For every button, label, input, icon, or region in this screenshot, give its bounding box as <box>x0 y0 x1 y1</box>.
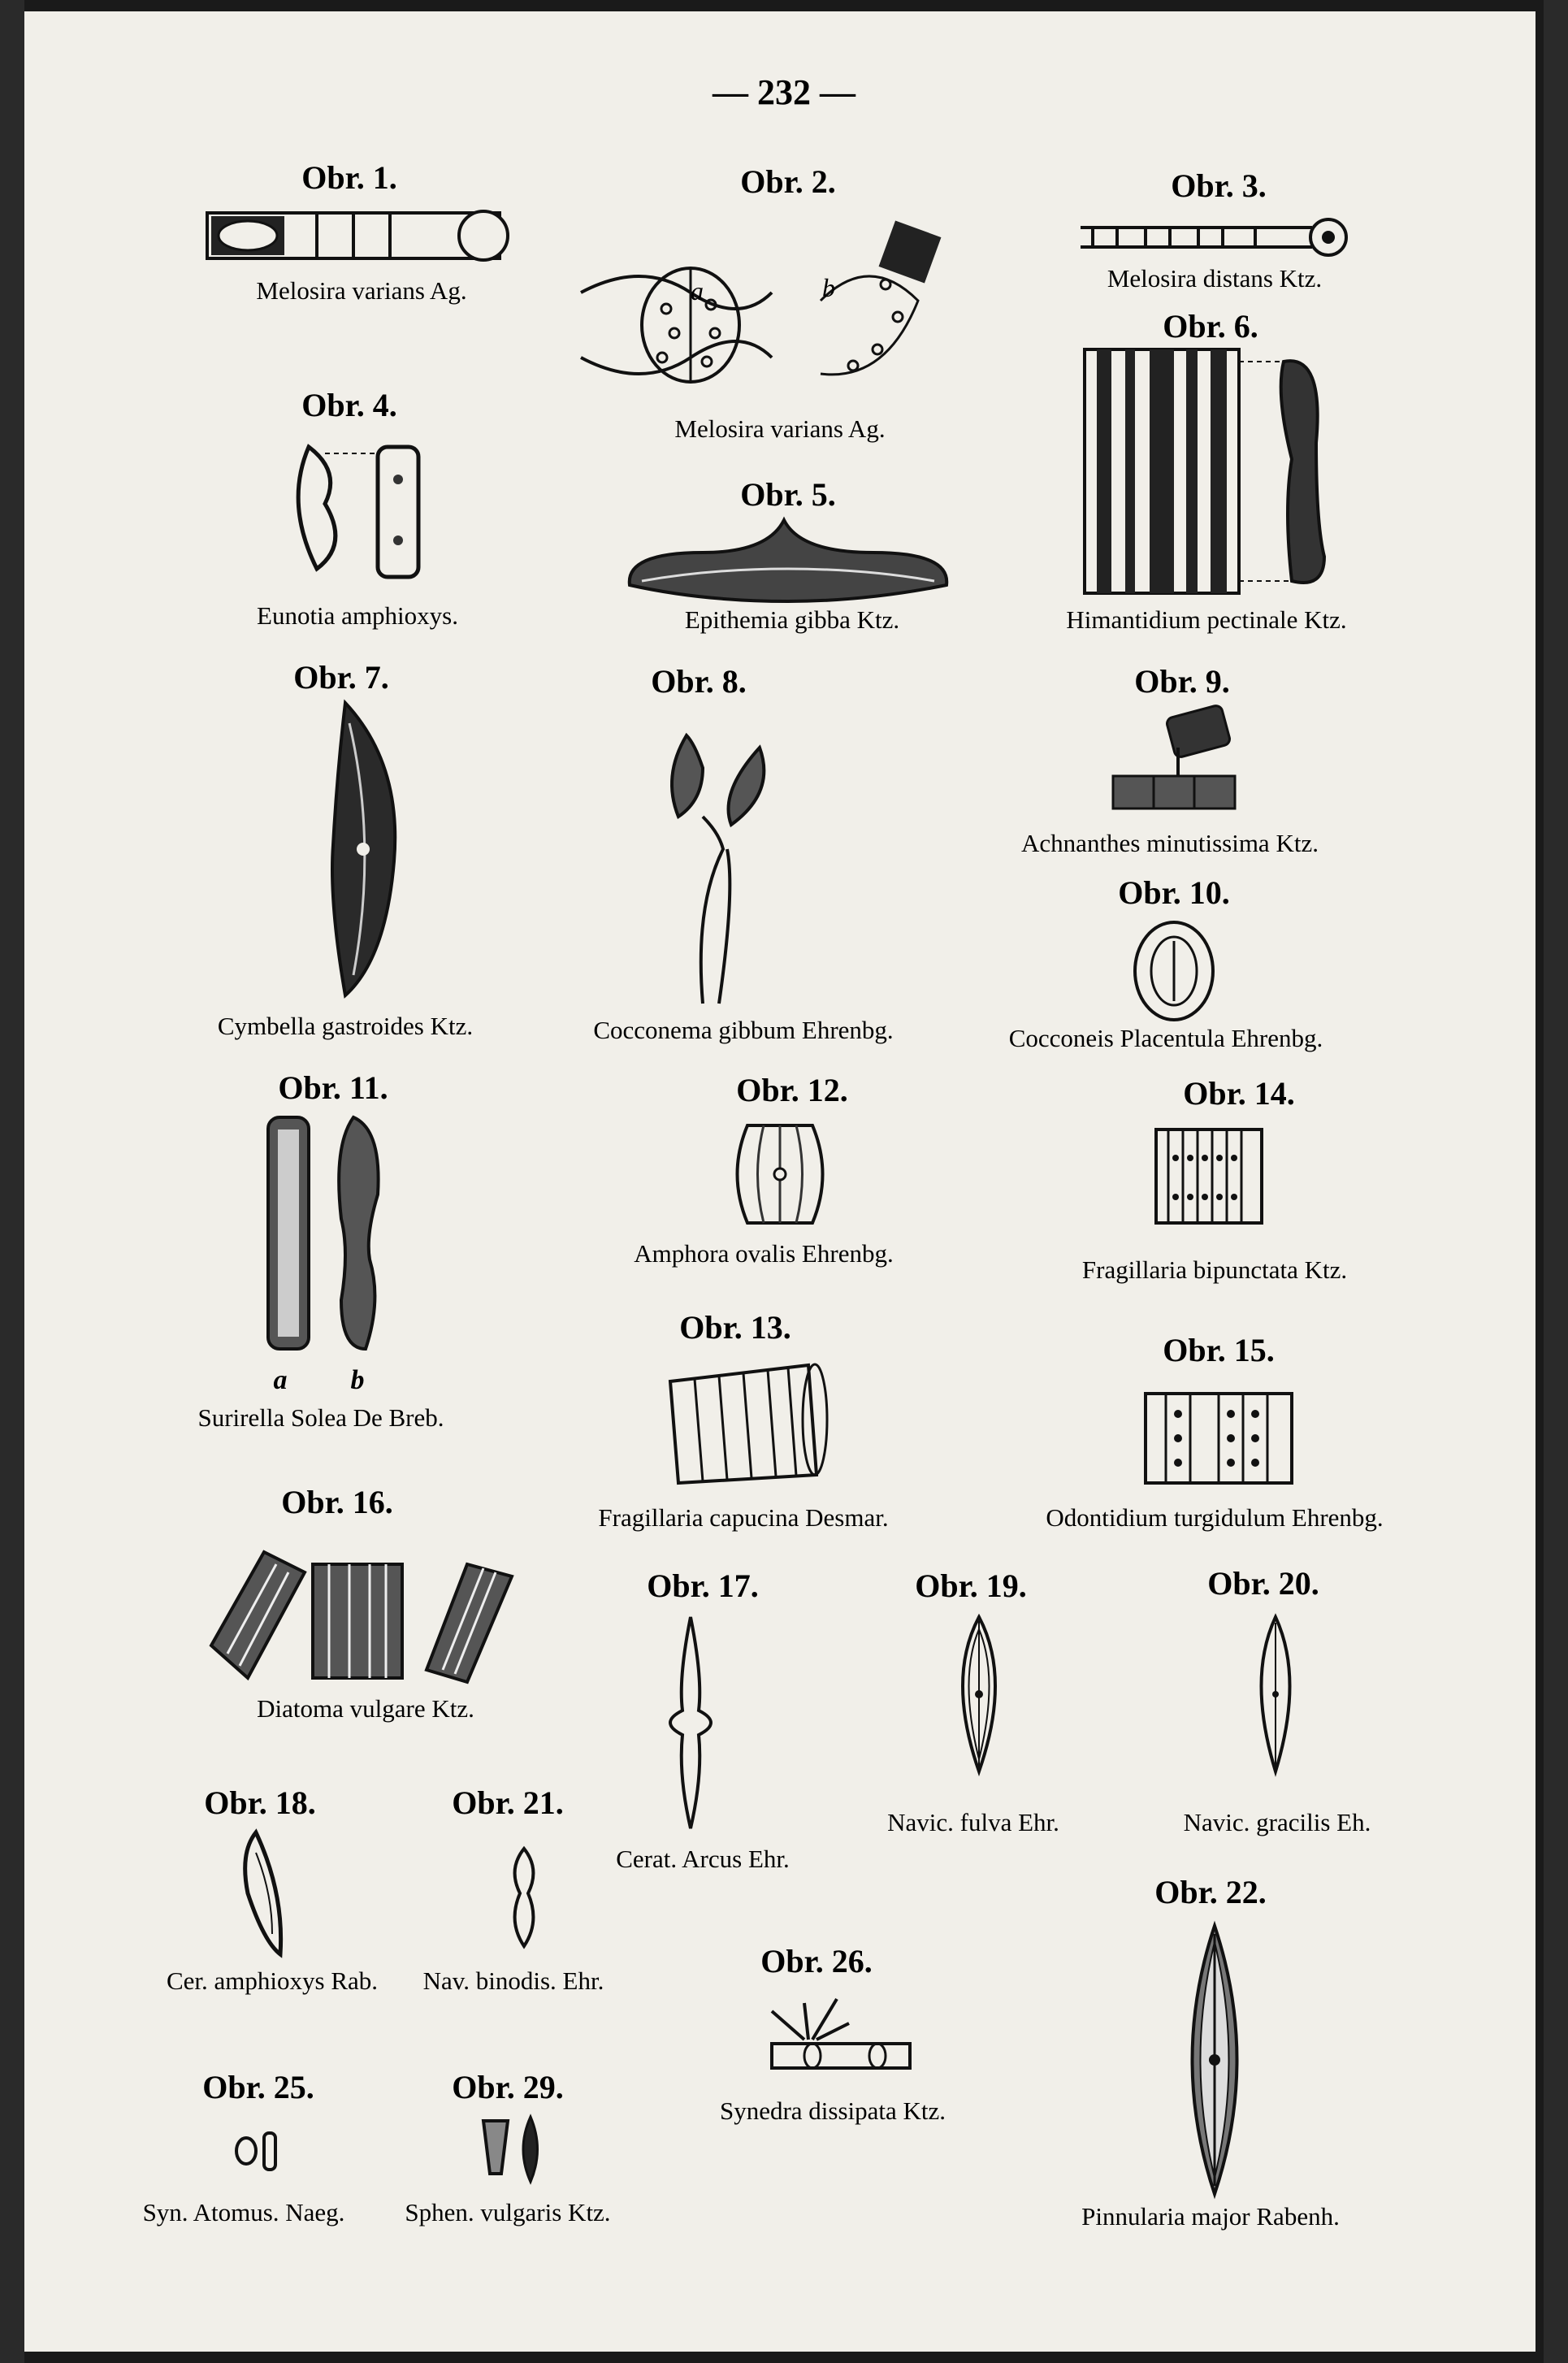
fig-17-ceratoneis <box>654 1613 727 1832</box>
fig-3-caption: Melosira distans Ktz. <box>1107 264 1323 293</box>
fig-20-caption: Navic. gracilis Eh. <box>1183 1808 1371 1836</box>
fig-13-caption: Fragillaria capucina Desmar. <box>598 1503 889 1532</box>
fig-11-sub-a: a <box>273 1365 288 1395</box>
fig-20-label: Obr. 20. <box>1207 1565 1319 1602</box>
fig-29-caption: Sphen. vulgaris Ktz. <box>405 2198 611 2226</box>
fig-9-caption: Achnanthes minutissima Ktz. <box>1021 829 1319 857</box>
fig-3-melosira-chain <box>1076 213 1353 262</box>
fig-25-caption: Syn. Atomus. Naeg. <box>142 2198 345 2226</box>
fig-3-label: Obr. 3. <box>1171 167 1267 204</box>
fig-26-caption: Synedra dissipata Ktz. <box>719 2096 946 2125</box>
fig-25-label: Obr. 25. <box>202 2069 314 2105</box>
fig-17-caption: Cerat. Arcus Ehr. <box>616 1845 790 1873</box>
fig-18-caption: Cer. amphioxys Rab. <box>166 1966 379 1995</box>
fig-7-label: Obr. 7. <box>293 659 389 696</box>
fig-4-eunotia <box>292 439 431 585</box>
fig-21-caption: Nav. binodis. Ehr. <box>422 1966 604 1995</box>
fig-19-navicula-fulva <box>946 1613 1011 1776</box>
fig-22-label: Obr. 22. <box>1154 1874 1267 1910</box>
fig-6-caption: Himantidium pectinale Ktz. <box>1066 605 1347 634</box>
fig-17-label: Obr. 17. <box>647 1567 759 1604</box>
fig-25-synedra-atomus <box>232 2125 288 2174</box>
fig-21-navicula-binodis <box>504 1845 544 1950</box>
fig-4-caption: Eunotia amphioxys. <box>257 601 458 630</box>
fig-1-melosira-chain <box>203 203 520 268</box>
fig-19-caption: Navic. fulva Ehr. <box>887 1808 1059 1836</box>
fig-2-sub-b: b <box>822 273 835 302</box>
fig-13-label: Obr. 13. <box>679 1309 791 1346</box>
fig-15-odontidium <box>1141 1390 1296 1487</box>
fig-16-caption: Diatoma vulgare Ktz. <box>257 1694 474 1723</box>
fig-11-surirella <box>260 1113 398 1357</box>
fig-26-label: Obr. 26. <box>760 1943 873 1979</box>
fig-19-label: Obr. 19. <box>915 1567 1027 1604</box>
fig-2-caption: Melosira varians Ag. <box>674 414 886 443</box>
fig-12-label: Obr. 12. <box>736 1072 848 1108</box>
fig-29-label: Obr. 29. <box>452 2069 564 2105</box>
fig-16-label: Obr. 16. <box>281 1484 393 1520</box>
fig-6-himantidium <box>1081 345 1349 605</box>
fig-8-cocconema <box>654 727 784 1012</box>
fig-26-synedra-dissipata <box>756 1991 918 2080</box>
fig-8-caption: Cocconema gibbum Ehrenbg. <box>593 1016 894 1044</box>
right-page-edge <box>1544 0 1568 2363</box>
fig-10-cocconeis <box>1129 918 1219 1024</box>
fig-15-caption: Odontidium turgidulum Ehrenbg. <box>1046 1503 1384 1532</box>
fig-16-diatoma <box>207 1540 516 1686</box>
fig-5-label: Obr. 5. <box>740 476 836 513</box>
fig-7-caption: Cymbella gastroides Ktz. <box>217 1012 474 1040</box>
fig-14-fragillaria-bipunctata <box>1152 1125 1266 1227</box>
fig-13-fragillaria <box>662 1361 833 1491</box>
fig-6-label: Obr. 6. <box>1163 308 1258 345</box>
fig-20-navicula-gracilis <box>1247 1613 1304 1776</box>
fig-12-caption: Amphora ovalis Ehrenbg. <box>634 1239 894 1268</box>
fig-11-caption: Surirella Solea De Breb. <box>197 1403 444 1432</box>
fig-10-caption: Cocconeis Placentula Ehrenbg. <box>1008 1024 1323 1052</box>
fig-10-label: Obr. 10. <box>1118 874 1230 911</box>
fig-9-achnanthes <box>1105 707 1251 821</box>
fig-1-caption: Melosira varians Ag. <box>256 276 467 305</box>
fig-8-label: Obr. 8. <box>651 663 747 700</box>
fig-11-label: Obr. 11. <box>278 1069 388 1106</box>
fig-11-sub-b: b <box>350 1365 365 1395</box>
fig-1-label: Obr. 1. <box>301 159 397 196</box>
fig-18-label: Obr. 18. <box>204 1784 316 1821</box>
fig-2-label: Obr. 2. <box>740 163 836 200</box>
fig-18-ceratoneis-amphioxys <box>236 1828 292 1958</box>
left-page-edge <box>0 0 24 2363</box>
fig-22-caption: Pinnularia major Rabenh. <box>1081 2202 1340 2231</box>
fig-21-label: Obr. 21. <box>452 1784 564 1821</box>
page-number: — 232 — <box>713 72 855 112</box>
fig-2-sub-a: a <box>691 276 704 306</box>
fig-9-label: Obr. 9. <box>1134 663 1230 700</box>
fig-5-caption: Epithemia gibba Ktz. <box>684 605 900 634</box>
fig-5-epithemia <box>622 512 955 609</box>
fig-4-label: Obr. 4. <box>301 387 397 423</box>
fig-22-pinnularia <box>1174 1922 1255 2198</box>
fig-15-label: Obr. 15. <box>1163 1332 1275 1368</box>
fig-14-label: Obr. 14. <box>1183 1075 1295 1112</box>
fig-29-sphenella <box>475 2113 548 2186</box>
fig-12-amphora <box>731 1117 829 1231</box>
fig-14-caption: Fragillaria bipunctata Ktz. <box>1081 1255 1348 1284</box>
fig-7-cymbella <box>313 699 402 999</box>
fig-2-melosira-detail <box>577 219 983 406</box>
